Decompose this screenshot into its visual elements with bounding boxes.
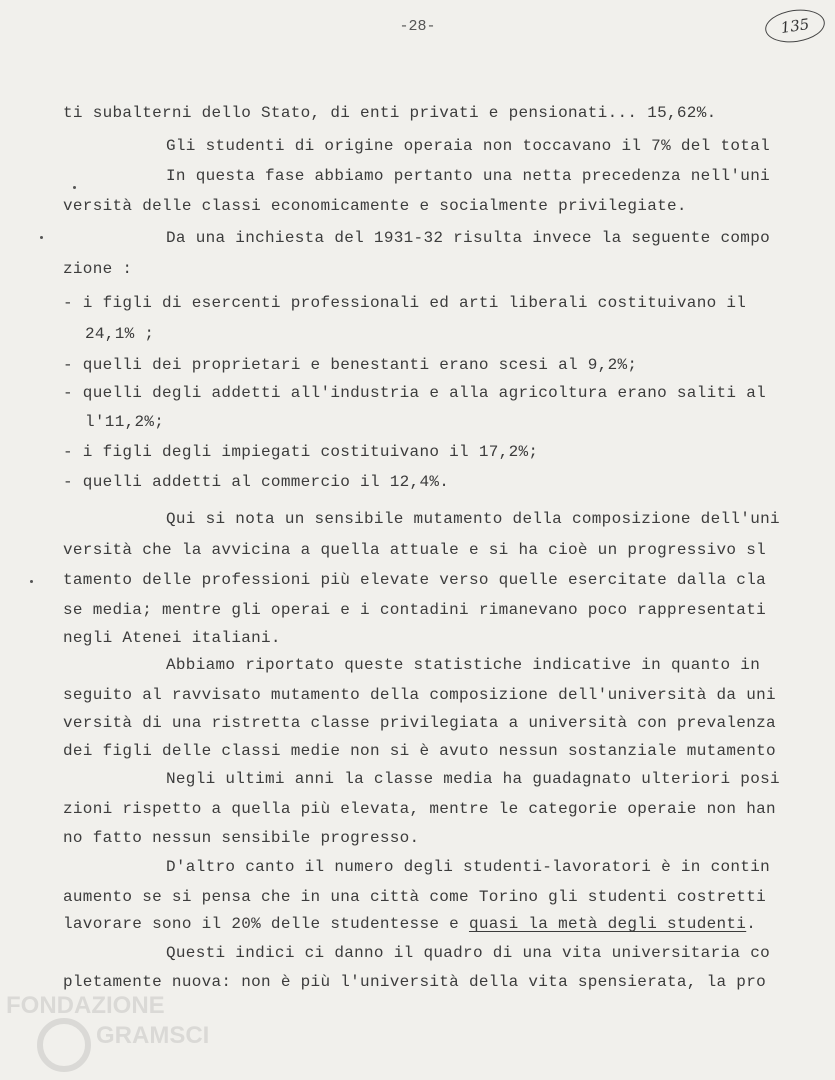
list-item-continuation: 24,1% ; — [85, 325, 155, 343]
list-item-continuation: l'11,2%; — [85, 413, 165, 431]
text-line: Abbiamo riportato queste statistiche indicative in quanto in — [166, 656, 761, 674]
archive-watermark — [4, 985, 234, 1075]
text-line: no fatto nessun sensibile progresso. — [63, 829, 420, 847]
text-line — [63, 914, 756, 934]
text-line: versità delle classi economicamente e socialmente privilegiate. — [63, 197, 687, 215]
list-item: - quelli dei proprietari e benestanti erano scesi al 9,2%; — [63, 356, 638, 374]
text-line: zione : — [63, 260, 133, 278]
list-item: - quelli degli addetti all'industria e alla agricoltura erano saliti al — [63, 384, 767, 402]
list-item: - i figli degli impiegati costituivano il 17,2%; — [63, 443, 539, 461]
list-item: - quelli addetti al commercio il 12,4%. — [63, 473, 450, 491]
text-line: versità che la avvicina a quella attuale e si ha cioè un progressivo sl — [63, 541, 767, 559]
margin-dot — [40, 236, 43, 239]
text-line: seguito al ravvisato mutamento della composizione dell'università da uni — [63, 686, 776, 704]
text-line: Questi indici ci danno il quadro di una vita universitaria co — [166, 944, 770, 962]
page-number: -28- — [399, 18, 436, 35]
text-line: D'altro canto il numero degli studenti-lavoratori è in contin — [166, 858, 770, 876]
text-line: Da una inchiesta del 1931-32 risulta invece la seguente compo — [166, 229, 770, 247]
watermark-line-1: FONDAZIONE — [6, 992, 165, 1019]
margin-dot — [30, 580, 33, 583]
text-line: zioni rispetto a quella più elevata, mentre le categorie operaie non han — [63, 800, 776, 818]
text-segment: . — [746, 915, 757, 933]
text-line: dei figli delle classi medie non si è avuto nessun sostanziale mutamento — [63, 742, 776, 760]
text-line: Negli ultimi anni la classe media ha guadagnato ulteriori posi — [166, 770, 780, 788]
text-segment: lavorare sono il 20% delle studentesse e — [63, 915, 469, 933]
text-line: Gli studenti di origine operaia non toccavano il 7% del total — [166, 137, 770, 155]
text-line: ti subalterni dello Stato, di enti privati e pensionati... 15,62%. — [63, 104, 717, 122]
watermark-line-2: GRAMSCI — [96, 1022, 210, 1049]
list-item: - i figli di esercenti professionali ed arti liberali costituivano il — [63, 294, 747, 312]
text-line: versità di una ristretta classe privilegiata a università con prevalenza — [63, 714, 776, 732]
archive-number-stamp: 135 — [763, 6, 827, 46]
margin-dot — [73, 186, 76, 189]
text-line: pletamente nuova: non è più l'università della vita spensierata, la pro — [63, 973, 767, 991]
text-line: tamento delle professioni più elevate verso quelle esercitate dalla cla — [63, 571, 767, 589]
text-line: Qui si nota un sensibile mutamento della composizione dell'uni — [166, 510, 780, 528]
text-line: se media; mentre gli operai e i contadini rimanevano poco rappresentati — [63, 601, 767, 619]
text-line: In questa fase abbiamo pertanto una netta precedenza nell'uni — [166, 167, 770, 185]
text-line: aumento se si pensa che in una città come Torino gli studenti costretti — [63, 888, 767, 906]
underlined-phrase: quasi la metà degli studenti — [468, 915, 747, 933]
text-line: negli Atenei italiani. — [63, 629, 281, 647]
